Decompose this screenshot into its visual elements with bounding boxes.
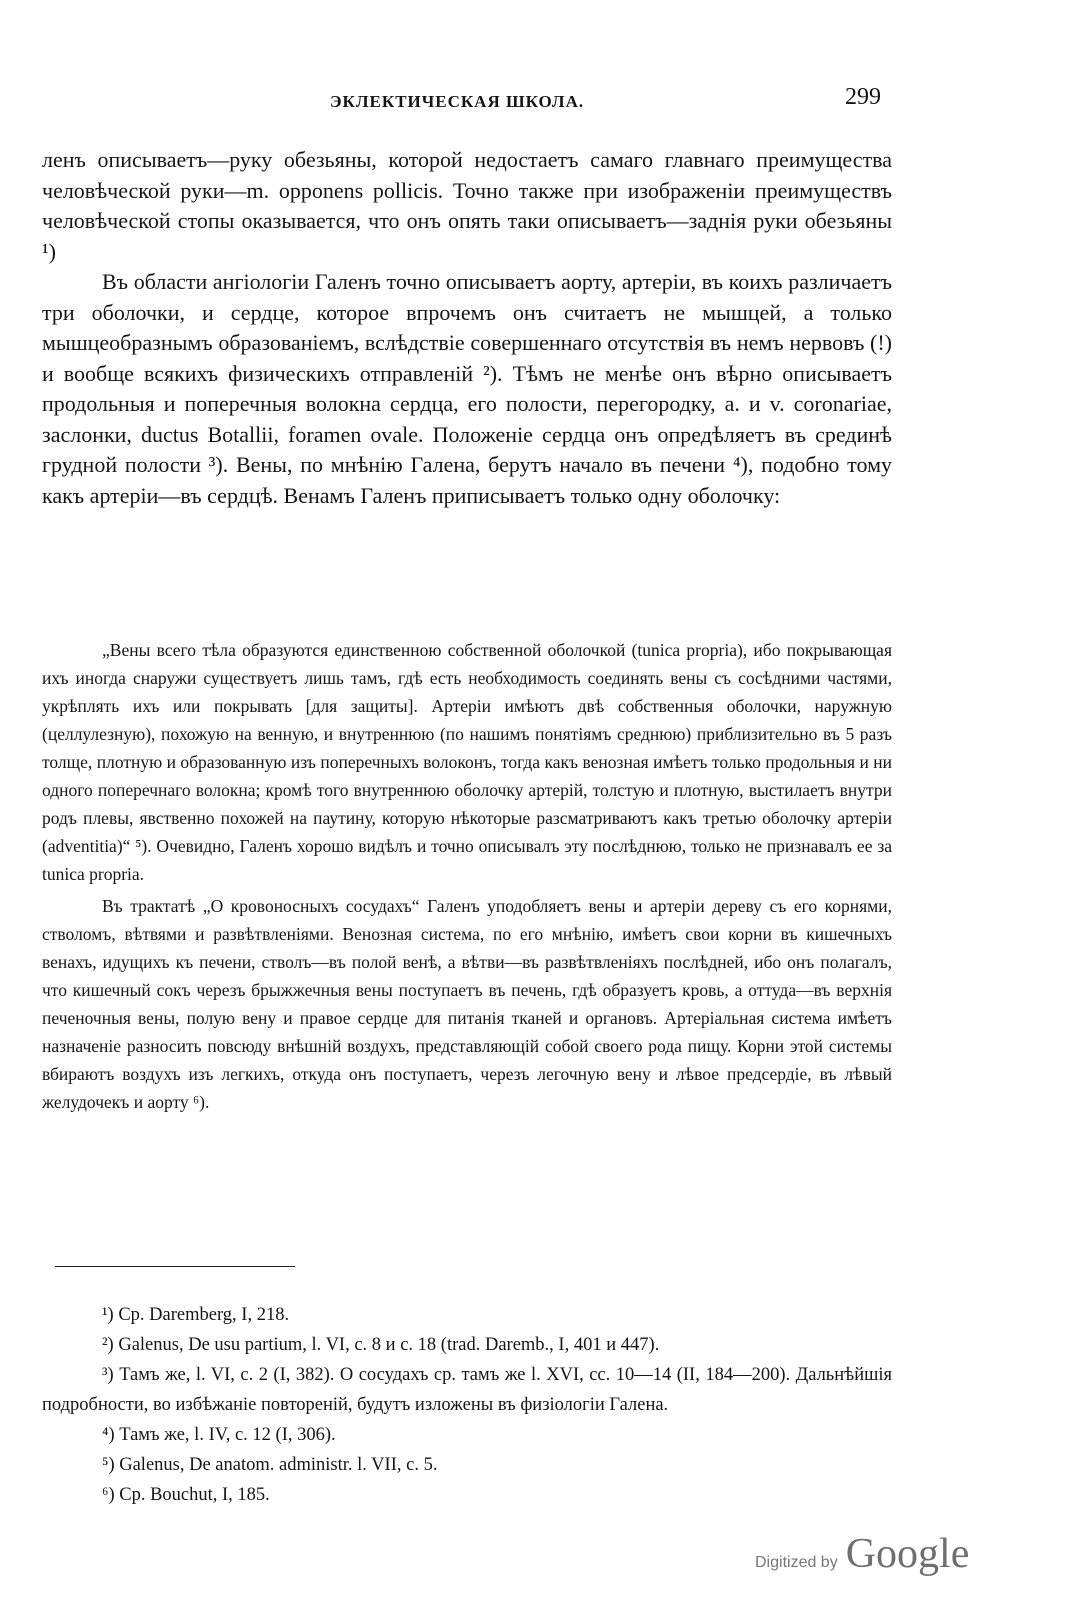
footnote-2: ²) Galenus, De usu partium, l. VI, c. 8 и c. 18 (trad. Daremb., I, 401 и 447).	[102, 1335, 660, 1355]
google-logo: Google	[845, 1531, 970, 1577]
digitized-watermark	[755, 1530, 969, 1578]
footnote-6: ⁶) Cp. Bouchut, I, 185.	[102, 1485, 270, 1505]
quote-block	[42, 636, 892, 1116]
quote-paragraph-treatise: Въ трактатѣ „О кровоносныхъ сосудахъ“ Галенъ уподобляетъ вены и артеріи дереву съ его корнями, стволомъ, вѣтвями и развѣтвленіями. Венозная система, по его мнѣнію, имѣетъ свои корни въ кишечныхъ венахъ, идущихъ къ печени, стволъ—въ полой венѣ, а вѣтви—въ развѣтвленіяхъ послѣдней, ибо онъ полагалъ, что кишечный сокъ черезъ брыжжечныя вены поступаетъ въ печень, гдѣ образуетъ кровь, а оттуда—въ верхнія печеночныя вены, полую вену и правое сердце для питанія тканей и органовъ. Артеріальная система имѣетъ назначеніе разносить повсюду внѣшній воздухъ, представляющій собой своего рода пищу. Корни этой системы вбираютъ воздухъ изъ легкихъ, откуда онъ поступаетъ, черезъ легочную вену и лѣвое предсердіе, въ лѣвый желудочекъ и аорту ⁶).	[42, 896, 892, 1112]
footnote-1: ¹) Cp. Daremberg, I, 218.	[102, 1305, 290, 1325]
quote-paragraph-veins: „Вены всего тѣла образуются единственною собственной оболочкой (tunica propria), ибо покрывающая ихъ иногда снаружи существуетъ лишь тамъ, гдѣ есть необходимость соединять вены съ сосѣдними частями, укрѣплять ихъ или покрывать [для защиты]. Артеріи имѣютъ двѣ собственныя оболочки, наружную (целлулезную), похожую на венную, и внутреннюю (по нашимъ понятіямъ среднюю) приблизительно въ 5 разъ толще, плотную и образованную изъ поперечныхъ волоконъ, тогда какъ венозная имѣетъ только продольныя и ни одного поперечнаго волокна; кромѣ того внутреннюю оболочку артерій, толстую и плотную, выстилаетъ внутри родъ плевы, явственно похожей на паутину, которую нѣкоторые разсматриваютъ какъ третью оболочку артеріи (adventitia)“ ⁵). Очевидно, Галенъ хорошо видѣлъ и точно описывалъ эту послѣднюю, только не признавалъ ее за tunica propria.	[42, 640, 892, 884]
footnote-divider	[55, 1266, 295, 1267]
running-head: ЭКЛЕКТИЧЕСКАЯ ШКОЛА.	[330, 92, 585, 111]
footnote-3: ³) Тамъ же, l. VI, c. 2 (I, 382). О сосудахъ ср. тамъ же l. XVI, cc. 10—14 (II, 184—200). Дальнѣйшія подробности, во избѣжаніе повтореній, будутъ изложены въ физіологіи Галена.	[42, 1365, 892, 1415]
footnotes	[42, 1300, 892, 1510]
digitized-by-text: Digitized by	[755, 1554, 838, 1571]
main-text	[42, 145, 892, 511]
footnote-5: ⁵) Galenus, De anatom. administr. l. VII, c. 5.	[102, 1455, 438, 1475]
paragraph-continuation: ленъ описываетъ—руку обезьяны, которой недостаетъ самаго главнаго преимущества человѣческой руки—m. opponens pollicis. Точно также при изображеніи преимуществъ человѣческой стопы оказывается, что онъ опять таки описываетъ—заднія руки обезьяны ¹)	[42, 147, 892, 264]
paragraph-angiology: Въ области ангіологіи Галенъ точно описываетъ аорту, артеріи, въ коихъ различаетъ три оболочки, и сердце, которое впрочемъ онъ считаетъ не мышцей, а только мышцеобразнымъ образованіемъ, вслѣдствіе совершеннаго отсутствія въ немъ нервовъ (!) и вообще всякихъ физическихъ отправленій ²). Тѣмъ не менѣе онъ вѣрно описываетъ продольныя и поперечныя волокна сердца, его полости, перегородку, a. и v. coronariae, заслонки, ductus Botallii, foramen ovale. Положеніе сердца онъ опредѣляетъ въ срединѣ грудной полости ³). Вены, по мнѣнію Галена, берутъ начало въ печени ⁴), подобно тому какъ артеріи—въ сердцѣ. Венамъ Галенъ приписываетъ только одну оболочку:	[42, 269, 892, 508]
footnote-4: ⁴) Тамъ же, l. IV, c. 12 (I, 306).	[102, 1425, 336, 1445]
page-number: 299	[845, 84, 881, 110]
